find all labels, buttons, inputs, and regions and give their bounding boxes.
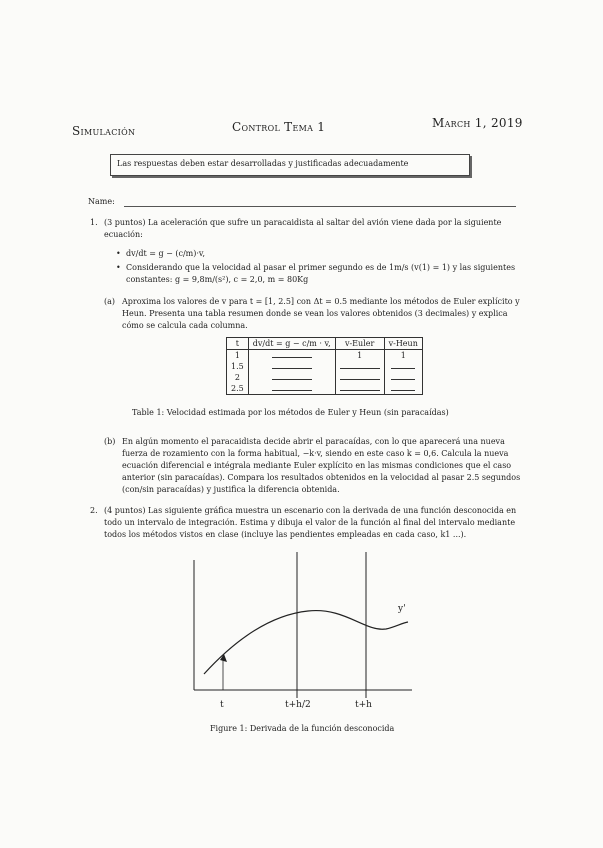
q1b-text: En algún momento el paracaidista decide abrir el paracaídas, con lo que aparecerá una nueva fuerza de rozamiento con la forma habitual, −k·v, siendo en este caso k = 0,6. Calcula la nueva ecuación diferencial e intégrala mediante Euler explícito en las mismas condiciones que el caso anterior (sin paracaídas). Compara los resultados obtenidos en la velocidad al pasar 2.5 segundos (con/sin paracaídas) y justifica la diferencia obtenida. <box>122 437 521 494</box>
q1-equation: dv/dt = g − (c/m)·v, <box>126 249 206 258</box>
cell-heun <box>384 383 422 395</box>
derivative-curve <box>204 611 408 674</box>
start-point-mark <box>220 654 227 662</box>
velocity-table <box>226 337 423 395</box>
cell-euler <box>335 383 384 395</box>
cell-t: 2 <box>227 372 249 383</box>
col-header-derivative: dv/dt = g − c/m · v, <box>248 338 335 350</box>
cell-heun: 1 <box>384 350 422 362</box>
cell-heun <box>384 372 422 383</box>
instructions-box <box>110 154 470 176</box>
figure-caption: Figure 1: Derivada de la función desconocida <box>210 724 395 733</box>
q1-constants-line1: Considerando que la velocidad al pasar el primer segundo es de 1m/s (v(1) = 1) y las siguientes <box>126 263 516 272</box>
cell-derivative <box>248 372 335 383</box>
col-header-heun: v-Heun <box>384 338 422 350</box>
cell-euler: 1 <box>335 350 384 362</box>
q1b-label: (b) <box>104 437 116 446</box>
col-header-t: t <box>227 338 249 350</box>
q1-number: 1. <box>90 218 98 227</box>
cell-derivative <box>248 383 335 395</box>
cell-derivative <box>248 350 335 362</box>
curve-label: y' <box>398 604 406 614</box>
course-title: Simulación <box>72 124 136 138</box>
exam-date: March 1, 2019 <box>432 116 523 130</box>
col-header-euler: v-Euler <box>335 338 384 350</box>
q1-constants-line2: constantes: g = 9,8m/(s²), c = 2,0, m = 80Kg <box>126 275 309 284</box>
tick-t-label: t <box>220 700 224 710</box>
cell-euler <box>335 372 384 383</box>
name-line <box>124 206 516 207</box>
derivative-figure <box>180 550 430 718</box>
bullet-2-marker: • <box>116 263 121 272</box>
cell-t: 2.5 <box>227 383 249 395</box>
cell-t: 1 <box>227 350 249 362</box>
cell-heun <box>384 361 422 372</box>
cell-derivative <box>248 361 335 372</box>
exam-title: Control Tema 1 <box>232 120 326 134</box>
q1a-label: (a) <box>104 297 116 306</box>
instructions-text: Las respuestas deben estar desarrolladas y justificadas adecuadamente <box>117 159 409 168</box>
q1a-text: Aproxima los valores de v para t = [1, 2.5] con Δt = 0.5 mediante los métodos de Euler explícito y Heun. Presenta una tabla resumen donde se vean los valores obtenidos (3 decimales) y explica cómo se calcula cada columna. <box>122 297 520 330</box>
q2-number: 2. <box>90 506 98 515</box>
velocity-table-wrap <box>226 337 423 395</box>
table-caption: Table 1: Velocidad estimada por los métodos de Euler y Heun (sin paracaídas) <box>132 408 449 417</box>
tick-end-label: t+h <box>355 700 372 710</box>
tick-mid-label: t+h/2 <box>285 700 311 710</box>
bullet-1-marker: • <box>116 249 121 258</box>
q1-intro: (3 puntos) La aceleración que sufre un paracaidista al saltar del avión viene dada por la siguiente ecuación: <box>104 218 502 239</box>
q2-text: (4 puntos) Las siguiente gráfica muestra un escenario con la derivada de una función desconocida en todo un intervalo de integración. Estima y dibuja el valor de la función al final del intervalo mediante todos los métodos vistos en clase (incluye las pendientes empleadas en cada caso, k1 ...). <box>104 506 517 539</box>
cell-euler <box>335 361 384 372</box>
cell-t: 1.5 <box>227 361 249 372</box>
name-label: Name: <box>88 197 115 206</box>
